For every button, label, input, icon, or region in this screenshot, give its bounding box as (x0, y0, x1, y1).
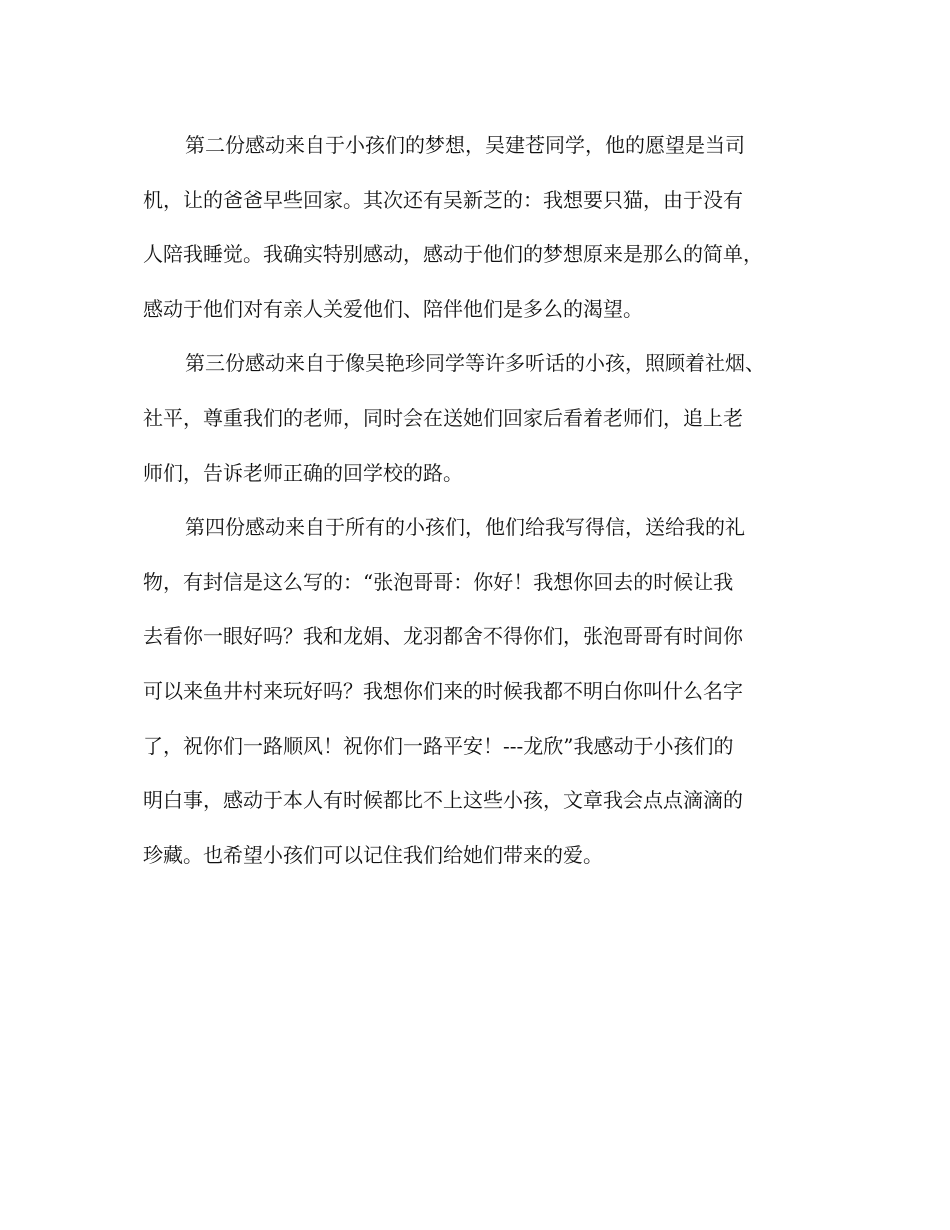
text-line: 机，让的爸爸早些回家。其次还有吴新芝的：我想要只猫，由于没有 (143, 187, 743, 212)
text-line: 感动于他们对有亲人关爱他们、陪伴他们是多么的渴望。 (143, 296, 643, 321)
paragraph-fourth-touch (143, 500, 813, 882)
text-line: 可以来鱼井村来玩好吗？我想你们来的时候我都不明白你叫什么名字 (143, 678, 743, 703)
text-line: 人陪我睡觉。我确实特别感动，感动于他们的梦想原来是那么的简单， (143, 242, 763, 267)
paragraph-second-touch (143, 118, 813, 336)
text-line: 去看你一眼好吗？我和龙娟、龙羽都舍不得你们，张泡哥哥有时间你 (143, 624, 743, 649)
text-line: 师们，告诉老师正确的回学校的路。 (143, 460, 463, 485)
text-line: 明白事，感动于本人有时候都比不上这些小孩，文章我会点点滴滴的 (143, 788, 743, 813)
text-line: 第三份感动来自于像吴艳珍同学等许多听话的小孩，照顾着社烟、 (185, 351, 765, 376)
text-line: 第二份感动来自于小孩们的梦想，吴建苍同学，他的愿望是当司 (185, 133, 745, 157)
text-line: 珍藏。也希望小孩们可以记住我们给她们带来的爱。 (143, 842, 603, 867)
paragraph-third-touch (143, 336, 813, 500)
text-line: 物，有封信是这么写的：“张泡哥哥：你好！我想你回去的时候让我 (143, 569, 734, 594)
text-line: 第四份感动来自于所有的小孩们，他们给我写得信，送给我的礼 (185, 515, 745, 540)
text-line: 了，祝你们一路顺风！祝你们一路平安！---龙欣”我感动于小孩们的 (143, 733, 734, 758)
document-body (143, 118, 813, 882)
text-line: 社平，尊重我们的老师，同时会在送她们回家后看着老师们，追上老 (143, 405, 743, 430)
